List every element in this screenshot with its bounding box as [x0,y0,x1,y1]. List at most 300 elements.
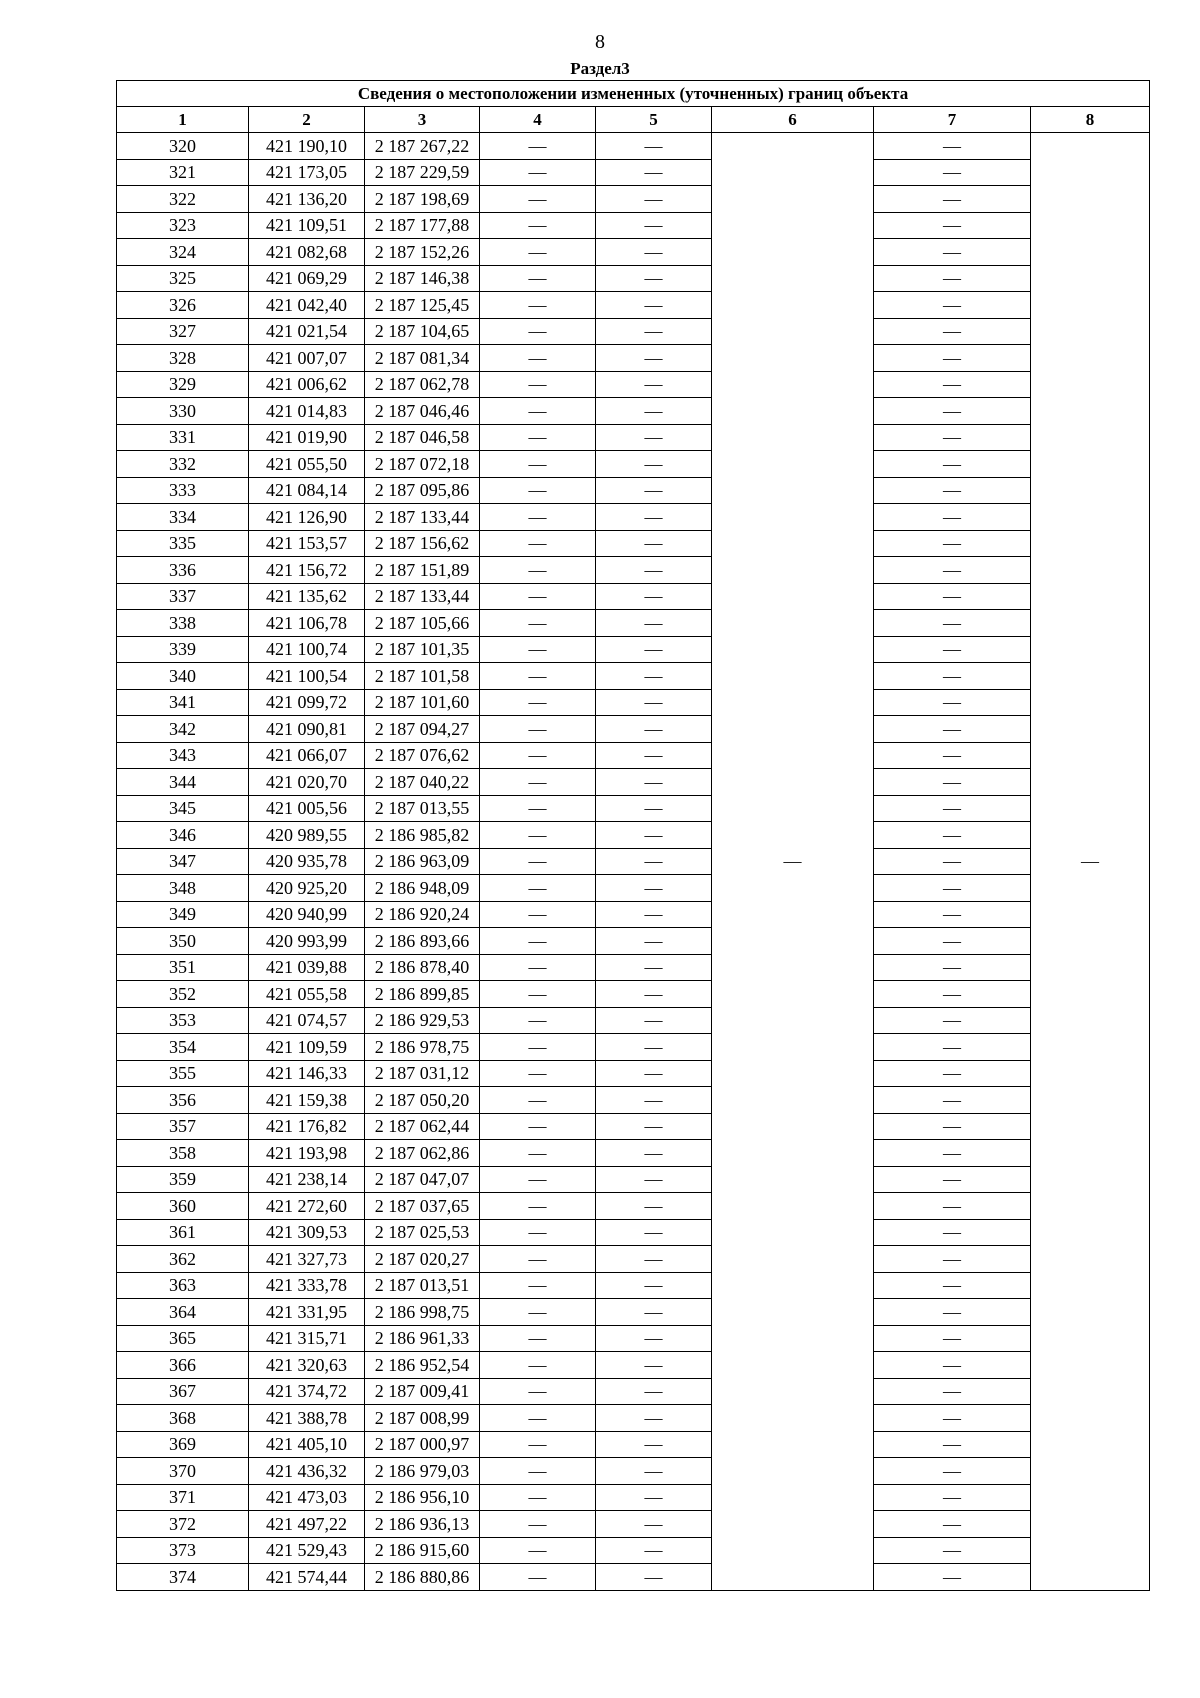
point-number-cell: 363 [117,1272,249,1299]
column-5-cell: — [596,1166,712,1193]
y-coordinate-cell: 2 187 000,97 [365,1431,480,1458]
x-coordinate-cell: 421 173,05 [249,159,365,186]
y-coordinate-cell: 2 187 076,62 [365,742,480,769]
column-4-cell: — [480,981,596,1008]
x-coordinate-cell: 421 315,71 [249,1325,365,1352]
y-coordinate-cell: 2 187 037,65 [365,1193,480,1220]
column-header: 8 [1031,107,1150,133]
x-coordinate-cell: 421 190,10 [249,133,365,160]
column-4-cell: — [480,1166,596,1193]
y-coordinate-cell: 2 187 040,22 [365,769,480,796]
column-4-cell: — [480,1458,596,1485]
table-row [117,477,1150,504]
y-coordinate-cell: 2 187 101,60 [365,689,480,716]
column-7-cell: — [874,1087,1031,1114]
column-4-cell: — [480,795,596,822]
column-5-cell: — [596,451,712,478]
point-number-cell: 373 [117,1537,249,1564]
y-coordinate-cell: 2 186 985,82 [365,822,480,849]
column-5-cell: — [596,1378,712,1405]
y-coordinate-cell: 2 186 979,03 [365,1458,480,1485]
column-5-cell: — [596,848,712,875]
y-coordinate-cell: 2 187 133,44 [365,583,480,610]
x-coordinate-cell: 421 529,43 [249,1537,365,1564]
table-row [117,954,1150,981]
column-5-cell: — [596,1060,712,1087]
column-5-cell: — [596,292,712,319]
column-5-cell: — [596,371,712,398]
column-7-cell: — [874,716,1031,743]
x-coordinate-cell: 421 020,70 [249,769,365,796]
point-number-cell: 364 [117,1299,249,1326]
table-row [117,795,1150,822]
column-4-cell: — [480,186,596,213]
x-coordinate-cell: 420 940,99 [249,901,365,928]
column-4-cell: — [480,345,596,372]
column-5-cell: — [596,583,712,610]
column-5-cell: — [596,716,712,743]
point-number-cell: 370 [117,1458,249,1485]
column-5-cell: — [596,530,712,557]
y-coordinate-cell: 2 186 893,66 [365,928,480,955]
point-number-cell: 355 [117,1060,249,1087]
column-4-cell: — [480,636,596,663]
table-row [117,345,1150,372]
y-coordinate-cell: 2 187 050,20 [365,1087,480,1114]
table-row [117,1219,1150,1246]
column-4-cell: — [480,663,596,690]
column-4-cell: — [480,954,596,981]
column-4-cell: — [480,1484,596,1511]
column-header: 4 [480,107,596,133]
column-4-cell: — [480,1299,596,1326]
y-coordinate-cell: 2 187 101,58 [365,663,480,690]
table-row [117,398,1150,425]
table-row [117,1537,1150,1564]
x-coordinate-cell: 420 935,78 [249,848,365,875]
column-5-cell: — [596,1034,712,1061]
column-7-cell: — [874,769,1031,796]
table-row [117,371,1150,398]
column-7-cell: — [874,1405,1031,1432]
column-7-cell: — [874,292,1031,319]
point-number-cell: 362 [117,1246,249,1273]
column-4-cell: — [480,822,596,849]
column-5-cell: — [596,875,712,902]
column-4-cell: — [480,1140,596,1167]
column-5-cell: — [596,1431,712,1458]
column-5-cell: — [596,1246,712,1273]
table-row [117,610,1150,637]
point-number-cell: 325 [117,265,249,292]
table-row [117,1193,1150,1220]
column-4-cell: — [480,530,596,557]
point-number-cell: 366 [117,1352,249,1379]
column-7-cell: — [874,318,1031,345]
column-5-cell: — [596,212,712,239]
point-number-cell: 321 [117,159,249,186]
table-row [117,583,1150,610]
column-5-cell: — [596,1299,712,1326]
x-coordinate-cell: 421 021,54 [249,318,365,345]
column-header: 6 [712,107,874,133]
table-row [117,186,1150,213]
point-number-cell: 367 [117,1378,249,1405]
column-7-cell: — [874,954,1031,981]
y-coordinate-cell: 2 186 963,09 [365,848,480,875]
point-number-cell: 368 [117,1405,249,1432]
x-coordinate-cell: 421 159,38 [249,1087,365,1114]
x-coordinate-cell: 421 039,88 [249,954,365,981]
x-coordinate-cell: 421 055,58 [249,981,365,1008]
column-4-cell: — [480,769,596,796]
table-row [117,1431,1150,1458]
y-coordinate-cell: 2 187 013,55 [365,795,480,822]
point-number-cell: 349 [117,901,249,928]
column-7-cell: — [874,610,1031,637]
point-number-cell: 348 [117,875,249,902]
point-number-cell: 331 [117,424,249,451]
column-5-cell: — [596,1458,712,1485]
column-5-cell: — [596,1537,712,1564]
x-coordinate-cell: 421 238,14 [249,1166,365,1193]
column-7-cell: — [874,901,1031,928]
column-7-cell: — [874,212,1031,239]
column-4-cell: — [480,1272,596,1299]
x-coordinate-cell: 421 405,10 [249,1431,365,1458]
column-7-cell: — [874,1034,1031,1061]
point-number-cell: 371 [117,1484,249,1511]
table-row [117,1405,1150,1432]
table-row [117,265,1150,292]
y-coordinate-cell: 2 186 915,60 [365,1537,480,1564]
column-5-cell: — [596,742,712,769]
x-coordinate-cell: 421 176,82 [249,1113,365,1140]
column-7-cell: — [874,1246,1031,1273]
column-7-cell: — [874,1484,1031,1511]
column-4-cell: — [480,689,596,716]
column-4-cell: — [480,133,596,160]
column-5-cell: — [596,424,712,451]
x-coordinate-cell: 421 497,22 [249,1511,365,1538]
column-7-cell: — [874,1193,1031,1220]
column-5-cell: — [596,1113,712,1140]
table-row [117,1325,1150,1352]
point-number-cell: 332 [117,451,249,478]
point-number-cell: 346 [117,822,249,849]
x-coordinate-cell: 421 005,56 [249,795,365,822]
x-coordinate-cell: 421 109,51 [249,212,365,239]
y-coordinate-cell: 2 186 948,09 [365,875,480,902]
column-7-cell: — [874,504,1031,531]
column-4-cell: — [480,1219,596,1246]
point-number-cell: 333 [117,477,249,504]
y-coordinate-cell: 2 187 146,38 [365,265,480,292]
column-4-cell: — [480,1511,596,1538]
point-number-cell: 361 [117,1219,249,1246]
point-number-cell: 327 [117,318,249,345]
x-coordinate-cell: 421 069,29 [249,265,365,292]
column-5-cell: — [596,901,712,928]
column-8-merged-cell: — [1031,133,1150,1591]
table-row [117,133,1150,160]
point-number-cell: 351 [117,954,249,981]
column-4-cell: — [480,504,596,531]
column-4-cell: — [480,848,596,875]
x-coordinate-cell: 421 327,73 [249,1246,365,1273]
x-coordinate-cell: 421 153,57 [249,530,365,557]
y-coordinate-cell: 2 187 013,51 [365,1272,480,1299]
x-coordinate-cell: 421 100,54 [249,663,365,690]
x-coordinate-cell: 421 135,62 [249,583,365,610]
x-coordinate-cell: 421 272,60 [249,1193,365,1220]
table-row [117,981,1150,1008]
y-coordinate-cell: 2 187 062,44 [365,1113,480,1140]
column-4-cell: — [480,1007,596,1034]
point-number-cell: 372 [117,1511,249,1538]
point-number-cell: 338 [117,610,249,637]
x-coordinate-cell: 421 136,20 [249,186,365,213]
table-row [117,504,1150,531]
x-coordinate-cell: 421 014,83 [249,398,365,425]
y-coordinate-cell: 2 187 081,34 [365,345,480,372]
x-coordinate-cell: 420 993,99 [249,928,365,955]
column-4-cell: — [480,1431,596,1458]
x-coordinate-cell: 421 473,03 [249,1484,365,1511]
column-7-cell: — [874,1272,1031,1299]
table-row [117,901,1150,928]
column-6-merged-cell: — [712,133,874,1591]
point-number-cell: 350 [117,928,249,955]
point-number-cell: 345 [117,795,249,822]
x-coordinate-cell: 421 146,33 [249,1060,365,1087]
point-number-cell: 323 [117,212,249,239]
column-7-cell: — [874,424,1031,451]
column-5-cell: — [596,345,712,372]
x-coordinate-cell: 421 333,78 [249,1272,365,1299]
table-caption: Сведения о местоположении измененных (уточненных) границ объекта [117,81,1150,107]
column-7-cell: — [874,1166,1031,1193]
x-coordinate-cell: 421 193,98 [249,1140,365,1167]
column-4-cell: — [480,451,596,478]
table-row [117,159,1150,186]
point-number-cell: 339 [117,636,249,663]
column-7-cell: — [874,1060,1031,1087]
column-7-cell: — [874,795,1031,822]
y-coordinate-cell: 2 186 936,13 [365,1511,480,1538]
table-row [117,636,1150,663]
column-7-cell: — [874,1352,1031,1379]
x-coordinate-cell: 421 126,90 [249,504,365,531]
column-7-cell: — [874,1113,1031,1140]
column-4-cell: — [480,424,596,451]
column-4-cell: — [480,1352,596,1379]
y-coordinate-cell: 2 186 998,75 [365,1299,480,1326]
column-5-cell: — [596,769,712,796]
column-5-cell: — [596,795,712,822]
column-7-cell: — [874,1378,1031,1405]
point-number-cell: 342 [117,716,249,743]
point-number-cell: 360 [117,1193,249,1220]
column-5-cell: — [596,954,712,981]
y-coordinate-cell: 2 186 880,86 [365,1564,480,1591]
column-header-row [117,107,1150,133]
x-coordinate-cell: 421 106,78 [249,610,365,637]
y-coordinate-cell: 2 187 101,35 [365,636,480,663]
column-4-cell: — [480,1113,596,1140]
column-7-cell: — [874,1299,1031,1326]
y-coordinate-cell: 2 186 929,53 [365,1007,480,1034]
column-header: 5 [596,107,712,133]
x-coordinate-cell: 421 066,07 [249,742,365,769]
column-5-cell: — [596,1087,712,1114]
column-5-cell: — [596,557,712,584]
y-coordinate-cell: 2 187 151,89 [365,557,480,584]
column-5-cell: — [596,663,712,690]
column-4-cell: — [480,875,596,902]
column-7-cell: — [874,1537,1031,1564]
y-coordinate-cell: 2 187 025,53 [365,1219,480,1246]
column-7-cell: — [874,451,1031,478]
column-7-cell: — [874,928,1031,955]
column-7-cell: — [874,742,1031,769]
table-row [117,451,1150,478]
column-5-cell: — [596,610,712,637]
column-4-cell: — [480,265,596,292]
column-5-cell: — [596,1272,712,1299]
column-7-cell: — [874,186,1031,213]
column-7-cell: — [874,1007,1031,1034]
column-4-cell: — [480,212,596,239]
table-row [117,292,1150,319]
column-5-cell: — [596,159,712,186]
column-4-cell: — [480,1034,596,1061]
column-7-cell: — [874,133,1031,160]
y-coordinate-cell: 2 187 133,44 [365,504,480,531]
point-number-cell: 337 [117,583,249,610]
point-number-cell: 369 [117,1431,249,1458]
x-coordinate-cell: 421 082,68 [249,239,365,266]
y-coordinate-cell: 2 187 031,12 [365,1060,480,1087]
y-coordinate-cell: 2 187 008,99 [365,1405,480,1432]
column-5-cell: — [596,239,712,266]
y-coordinate-cell: 2 187 156,62 [365,530,480,557]
table-row [117,1564,1150,1591]
column-5-cell: — [596,822,712,849]
x-coordinate-cell: 421 388,78 [249,1405,365,1432]
column-4-cell: — [480,557,596,584]
column-4-cell: — [480,1564,596,1591]
column-7-cell: — [874,477,1031,504]
table-row [117,1087,1150,1114]
column-7-cell: — [874,1325,1031,1352]
table-body [117,133,1150,1591]
column-5-cell: — [596,1352,712,1379]
point-number-cell: 320 [117,133,249,160]
column-4-cell: — [480,292,596,319]
table-row [117,239,1150,266]
point-number-cell: 335 [117,530,249,557]
column-7-cell: — [874,398,1031,425]
y-coordinate-cell: 2 187 095,86 [365,477,480,504]
table-row [117,769,1150,796]
table-row [117,1272,1150,1299]
column-5-cell: — [596,1511,712,1538]
point-number-cell: 340 [117,663,249,690]
x-coordinate-cell: 421 007,07 [249,345,365,372]
table-row [117,1378,1150,1405]
x-coordinate-cell: 421 006,62 [249,371,365,398]
column-5-cell: — [596,928,712,955]
x-coordinate-cell: 421 574,44 [249,1564,365,1591]
table-row [117,1299,1150,1326]
y-coordinate-cell: 2 187 072,18 [365,451,480,478]
column-7-cell: — [874,583,1031,610]
table-row [117,1166,1150,1193]
column-4-cell: — [480,1537,596,1564]
table-row [117,716,1150,743]
point-number-cell: 330 [117,398,249,425]
column-5-cell: — [596,1193,712,1220]
column-5-cell: — [596,398,712,425]
point-number-cell: 353 [117,1007,249,1034]
column-7-cell: — [874,1511,1031,1538]
page-number: 8 [595,31,605,53]
table-row [117,875,1150,902]
table-row [117,557,1150,584]
y-coordinate-cell: 2 187 198,69 [365,186,480,213]
column-4-cell: — [480,371,596,398]
column-4-cell: — [480,398,596,425]
y-coordinate-cell: 2 187 104,65 [365,318,480,345]
column-5-cell: — [596,477,712,504]
table-row [117,1113,1150,1140]
column-7-cell: — [874,530,1031,557]
x-coordinate-cell: 421 042,40 [249,292,365,319]
table-row [117,1140,1150,1167]
table-row [117,212,1150,239]
x-coordinate-cell: 421 156,72 [249,557,365,584]
column-7-cell: — [874,345,1031,372]
x-coordinate-cell: 420 925,20 [249,875,365,902]
y-coordinate-cell: 2 187 046,58 [365,424,480,451]
section-title: Раздел3 [570,59,630,78]
y-coordinate-cell: 2 187 267,22 [365,133,480,160]
table-row [117,1458,1150,1485]
point-number-cell: 326 [117,292,249,319]
y-coordinate-cell: 2 186 952,54 [365,1352,480,1379]
column-5-cell: — [596,1007,712,1034]
y-coordinate-cell: 2 186 878,40 [365,954,480,981]
x-coordinate-cell: 421 074,57 [249,1007,365,1034]
column-5-cell: — [596,1405,712,1432]
x-coordinate-cell: 421 090,81 [249,716,365,743]
column-4-cell: — [480,1060,596,1087]
y-coordinate-cell: 2 187 105,66 [365,610,480,637]
x-coordinate-cell: 421 109,59 [249,1034,365,1061]
y-coordinate-cell: 2 187 020,27 [365,1246,480,1273]
y-coordinate-cell: 2 187 047,07 [365,1166,480,1193]
column-7-cell: — [874,371,1031,398]
column-7-cell: — [874,981,1031,1008]
point-number-cell: 357 [117,1113,249,1140]
x-coordinate-cell: 421 320,63 [249,1352,365,1379]
table-row [117,928,1150,955]
table-row [117,848,1150,875]
column-7-cell: — [874,875,1031,902]
table-row [117,1352,1150,1379]
column-7-cell: — [874,239,1031,266]
